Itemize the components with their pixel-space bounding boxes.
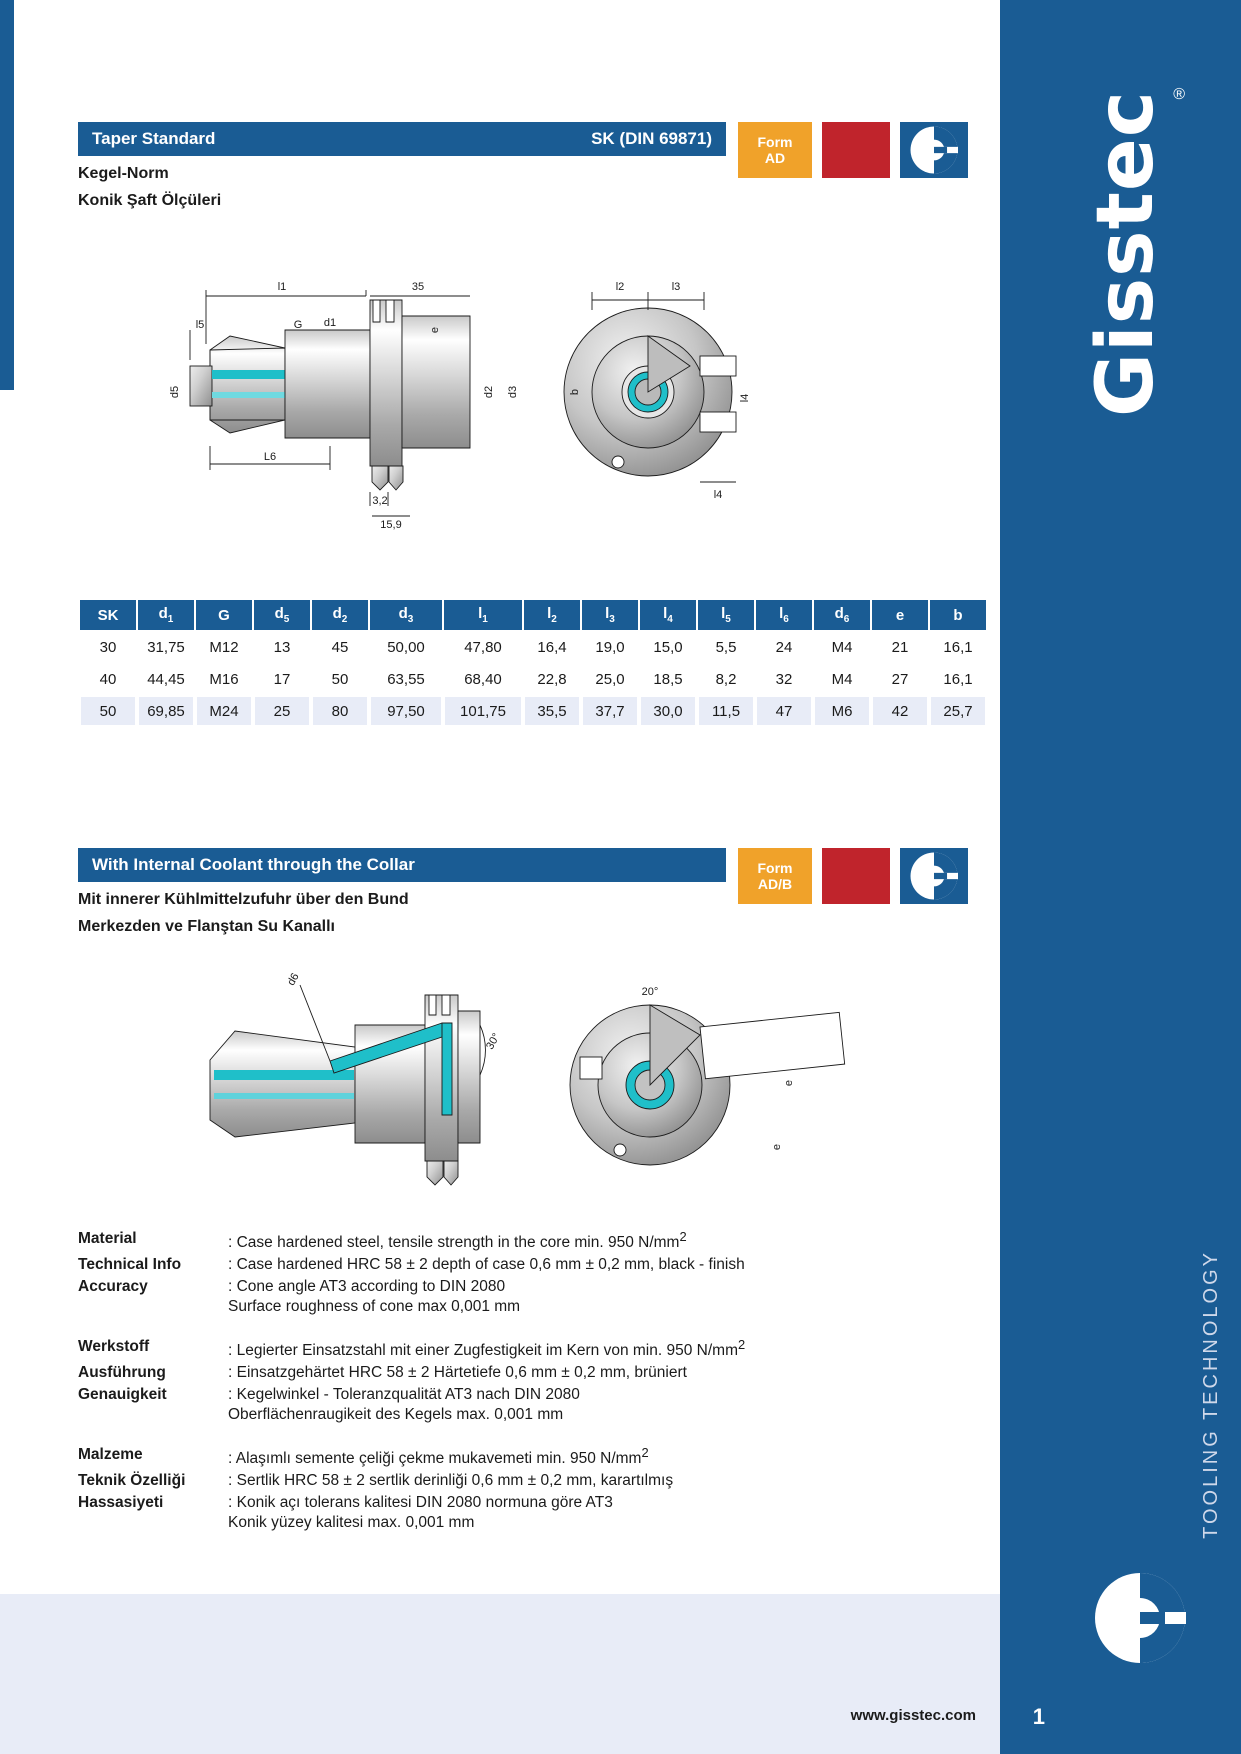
section1-form-code: AD bbox=[764, 150, 786, 166]
cell: 19,0 bbox=[582, 632, 638, 662]
th-d6: $d_6$ bbox=[814, 600, 870, 630]
cell: 25,0 bbox=[582, 664, 638, 694]
svg-text:e: e bbox=[429, 326, 441, 334]
right-brand-band bbox=[1000, 0, 1241, 1754]
th-sk: SK bbox=[80, 600, 136, 630]
svg-text:l2: l2 bbox=[615, 281, 625, 293]
section1-logo-box bbox=[900, 122, 968, 178]
cell: 69,85 bbox=[138, 696, 194, 726]
spec-label: Genauigkeit bbox=[78, 1386, 167, 1404]
cell: 24 bbox=[756, 632, 812, 662]
cell: 30 bbox=[80, 632, 136, 662]
spec-row bbox=[78, 1384, 868, 1406]
spec-value-sup: 2 bbox=[679, 1229, 687, 1244]
cell: 25,7 bbox=[930, 696, 986, 726]
cell: 47 bbox=[756, 696, 812, 726]
spec-row bbox=[78, 1228, 868, 1254]
bottom-tint-band bbox=[0, 1594, 1000, 1754]
cell: 13 bbox=[254, 632, 310, 662]
spec-label: Malzeme bbox=[78, 1446, 143, 1464]
cell: 63,55 bbox=[370, 664, 442, 694]
spec-value: : Cone angle AT3 according to DIN 2080 bbox=[228, 1278, 506, 1296]
spec-label: Material bbox=[78, 1230, 137, 1247]
cell: 37,7 bbox=[582, 696, 638, 726]
svg-text:b: b bbox=[569, 388, 581, 396]
cell: 31,75 bbox=[138, 632, 194, 662]
footer-website[interactable]: www.gisstec.com bbox=[850, 1707, 976, 1724]
spec-value-text: : Alaşımlı semente çeliği çekme mukavemeti min. 950 N/mm bbox=[228, 1450, 642, 1468]
cell: 68,40 bbox=[444, 664, 522, 694]
svg-text:e: e bbox=[771, 1143, 783, 1151]
cell: M12 bbox=[196, 632, 252, 662]
svg-text:30°: 30° bbox=[484, 1031, 503, 1052]
spec-value: : Einsatzgehärtet HRC 58 ± 2 Härtetiefe 0,6 mm ± 0,2 mm, brüniert bbox=[228, 1364, 687, 1382]
svg-text:l4: l4 bbox=[713, 489, 723, 501]
spec-label: Werkstoff bbox=[78, 1338, 150, 1356]
spec-value: : Konik açı tolerans kalitesi DIN 2080 normuna göre AT3 bbox=[228, 1494, 613, 1512]
th-d2: $d_2$ bbox=[312, 600, 368, 630]
section1-red-swatch bbox=[822, 122, 890, 178]
th-l3: $l_3$ bbox=[582, 600, 638, 630]
cell: 11,5 bbox=[698, 696, 754, 726]
svg-text:d2: d2 bbox=[483, 385, 495, 399]
spec-row bbox=[78, 1276, 868, 1298]
cell: 32 bbox=[756, 664, 812, 694]
footer-page-accent bbox=[1001, 1696, 1009, 1732]
cell: 97,50 bbox=[370, 696, 442, 726]
cell: 50 bbox=[312, 664, 368, 694]
gisstec-logo-icon bbox=[1094, 1572, 1186, 1664]
table-row bbox=[80, 632, 986, 662]
svg-text:d1: d1 bbox=[323, 317, 337, 329]
spec-row bbox=[78, 1444, 868, 1470]
th-e: e bbox=[872, 600, 928, 630]
spec-group-de bbox=[78, 1336, 868, 1424]
spec-label: Accuracy bbox=[78, 1278, 148, 1296]
cell: M4 bbox=[814, 632, 870, 662]
cell: M16 bbox=[196, 664, 252, 694]
section2-red-swatch bbox=[822, 848, 890, 904]
svg-text:l1: l1 bbox=[277, 281, 287, 293]
spec-value-sup: 2 bbox=[641, 1445, 649, 1461]
spec-value bbox=[228, 1336, 868, 1362]
section2-subtitle-de: Mit innerer Kühlmittelzufuhr über den Bund bbox=[78, 891, 409, 908]
spec-group-en bbox=[78, 1228, 868, 1316]
spec-continuation: Konik yüzey kalitesi max. 0,001 mm bbox=[228, 1514, 475, 1532]
svg-text:e: e bbox=[783, 1079, 795, 1087]
spec-row bbox=[78, 1470, 868, 1492]
spec-value: : Case hardened HRC 58 ± 2 depth of case 0,6 mm ± 0,2 mm, black - finish bbox=[228, 1256, 745, 1274]
brand-slogan: TOOLING TECHNOLOGY bbox=[1200, 1250, 1222, 1539]
th-d5: $d_5$ bbox=[254, 600, 310, 630]
cell: 27 bbox=[872, 664, 928, 694]
svg-text:3,2: 3,2 bbox=[372, 495, 388, 507]
cell: 101,75 bbox=[444, 696, 522, 726]
cell: 16,1 bbox=[930, 632, 986, 662]
spec-row bbox=[78, 1492, 868, 1514]
spec-value-text: : Case hardened steel, tensile strength in the core min. 950 N/mm bbox=[228, 1234, 680, 1252]
cell: 40 bbox=[80, 664, 136, 694]
spec-value: : Kegelwinkel - Toleranzqualität AT3 nach DIN 2080 bbox=[228, 1386, 580, 1404]
section1-title-bar bbox=[78, 122, 726, 156]
svg-text:d5: d5 bbox=[170, 385, 181, 399]
section1-form-label: Form bbox=[757, 133, 793, 150]
cell: 80 bbox=[312, 696, 368, 726]
svg-text:20°: 20° bbox=[641, 986, 659, 998]
spec-continuation: Oberflächenraugikeit des Kegels max. 0,001 mm bbox=[228, 1406, 564, 1424]
svg-text:G: G bbox=[293, 319, 303, 331]
section2-subtitle-tr: Merkezden ve Flanştan Su Kanallı bbox=[78, 918, 335, 935]
section1-subtitle-de: Kegel-Norm bbox=[78, 165, 169, 182]
registered-mark: ® bbox=[1173, 86, 1185, 103]
svg-text:d3: d3 bbox=[507, 385, 519, 399]
spec-value bbox=[228, 1228, 868, 1254]
th-l5: $l_5$ bbox=[698, 600, 754, 630]
table-row bbox=[80, 664, 986, 694]
cell: 18,5 bbox=[640, 664, 696, 694]
cell: 16,4 bbox=[524, 632, 580, 662]
section2-header bbox=[78, 848, 726, 936]
spec-value-text: : Legierter Einsatzstahl mit einer Zugfestigkeit im Kern von min. 950 N/mm bbox=[228, 1342, 738, 1360]
gisstec-logo-icon bbox=[910, 852, 958, 900]
spec-row bbox=[78, 1254, 868, 1276]
section2-title-left: With Internal Coolant through the Collar bbox=[92, 855, 415, 874]
table-row bbox=[80, 696, 986, 726]
left-accent-bar bbox=[0, 0, 14, 390]
cell: 30,0 bbox=[640, 696, 696, 726]
spec-label: Ausführung bbox=[78, 1364, 166, 1382]
spec-value bbox=[228, 1444, 868, 1470]
gisstec-logo-icon bbox=[910, 126, 958, 174]
cell: 17 bbox=[254, 664, 310, 694]
th-l2: $l_2$ bbox=[524, 600, 580, 630]
table-header-row bbox=[80, 600, 986, 630]
svg-text:d6: d6 bbox=[285, 971, 302, 988]
th-g: G bbox=[196, 600, 252, 630]
section2-title-bar bbox=[78, 848, 726, 882]
svg-text:15,9: 15,9 bbox=[380, 519, 402, 531]
cell: M24 bbox=[196, 696, 252, 726]
material-specifications bbox=[78, 1228, 868, 1552]
cell: 35,5 bbox=[524, 696, 580, 726]
cell: 22,8 bbox=[524, 664, 580, 694]
technical-drawing-taper-standard bbox=[170, 270, 860, 555]
cell: M6 bbox=[814, 696, 870, 726]
spec-value: : Sertlik HRC 58 ± 2 sertlik derinliği 0,6 mm ± 0,2 mm, karartılmış bbox=[228, 1472, 674, 1490]
brand-wordmark: Gisstec bbox=[1081, 90, 1171, 418]
cell: 50 bbox=[80, 696, 136, 726]
cell: 45 bbox=[312, 632, 368, 662]
spec-table-wrap bbox=[78, 598, 988, 728]
spec-group-tr bbox=[78, 1444, 868, 1532]
spec-label: Hassasiyeti bbox=[78, 1494, 164, 1512]
section2-form-badge bbox=[738, 848, 812, 904]
cell: 47,80 bbox=[444, 632, 522, 662]
section1-header bbox=[78, 122, 726, 210]
th-b: b bbox=[930, 600, 986, 630]
cell: 15,0 bbox=[640, 632, 696, 662]
th-l1: $l_1$ bbox=[444, 600, 522, 630]
spec-row bbox=[78, 1336, 868, 1362]
th-d3: $d_3$ bbox=[370, 600, 442, 630]
svg-text:l4: l4 bbox=[739, 393, 751, 403]
section2-logo-box bbox=[900, 848, 968, 904]
cell: 25 bbox=[254, 696, 310, 726]
svg-text:35: 35 bbox=[411, 281, 425, 293]
cell: 44,45 bbox=[138, 664, 194, 694]
svg-text:l5: l5 bbox=[195, 319, 205, 331]
th-l6: $l_6$ bbox=[756, 600, 812, 630]
page-number: 1 bbox=[1032, 1704, 1045, 1729]
spec-label: Technical Info bbox=[78, 1256, 182, 1274]
cell: 16,1 bbox=[930, 664, 986, 694]
section1-subtitle-tr: Konik Şaft Ölçüleri bbox=[78, 192, 222, 209]
section1-title-left: Taper Standard bbox=[92, 129, 216, 148]
spec-continuation: Surface roughness of cone max 0,001 mm bbox=[228, 1298, 521, 1316]
spec-table bbox=[78, 598, 988, 728]
svg-text:L6: L6 bbox=[263, 451, 277, 463]
cell: 50,00 bbox=[370, 632, 442, 662]
technical-drawing-internal-coolant bbox=[180, 965, 860, 1200]
th-l4: $l_4$ bbox=[640, 600, 696, 630]
cell: 21 bbox=[872, 632, 928, 662]
cell: 5,5 bbox=[698, 632, 754, 662]
section1-title-right: SK (DIN 69871) bbox=[591, 129, 712, 148]
th-d1: $d_1$ bbox=[138, 600, 194, 630]
cell: 42 bbox=[872, 696, 928, 726]
spec-row bbox=[78, 1362, 868, 1384]
spec-value-sup: 2 bbox=[737, 1337, 746, 1353]
section2-form-code: AD/B bbox=[757, 876, 793, 892]
section1-form-badge bbox=[738, 122, 812, 178]
cell: 8,2 bbox=[698, 664, 754, 694]
cell: M4 bbox=[814, 664, 870, 694]
svg-text:l3: l3 bbox=[671, 281, 681, 293]
spec-label: Teknik Özelliği bbox=[78, 1472, 186, 1490]
section2-form-label: Form bbox=[757, 859, 793, 876]
